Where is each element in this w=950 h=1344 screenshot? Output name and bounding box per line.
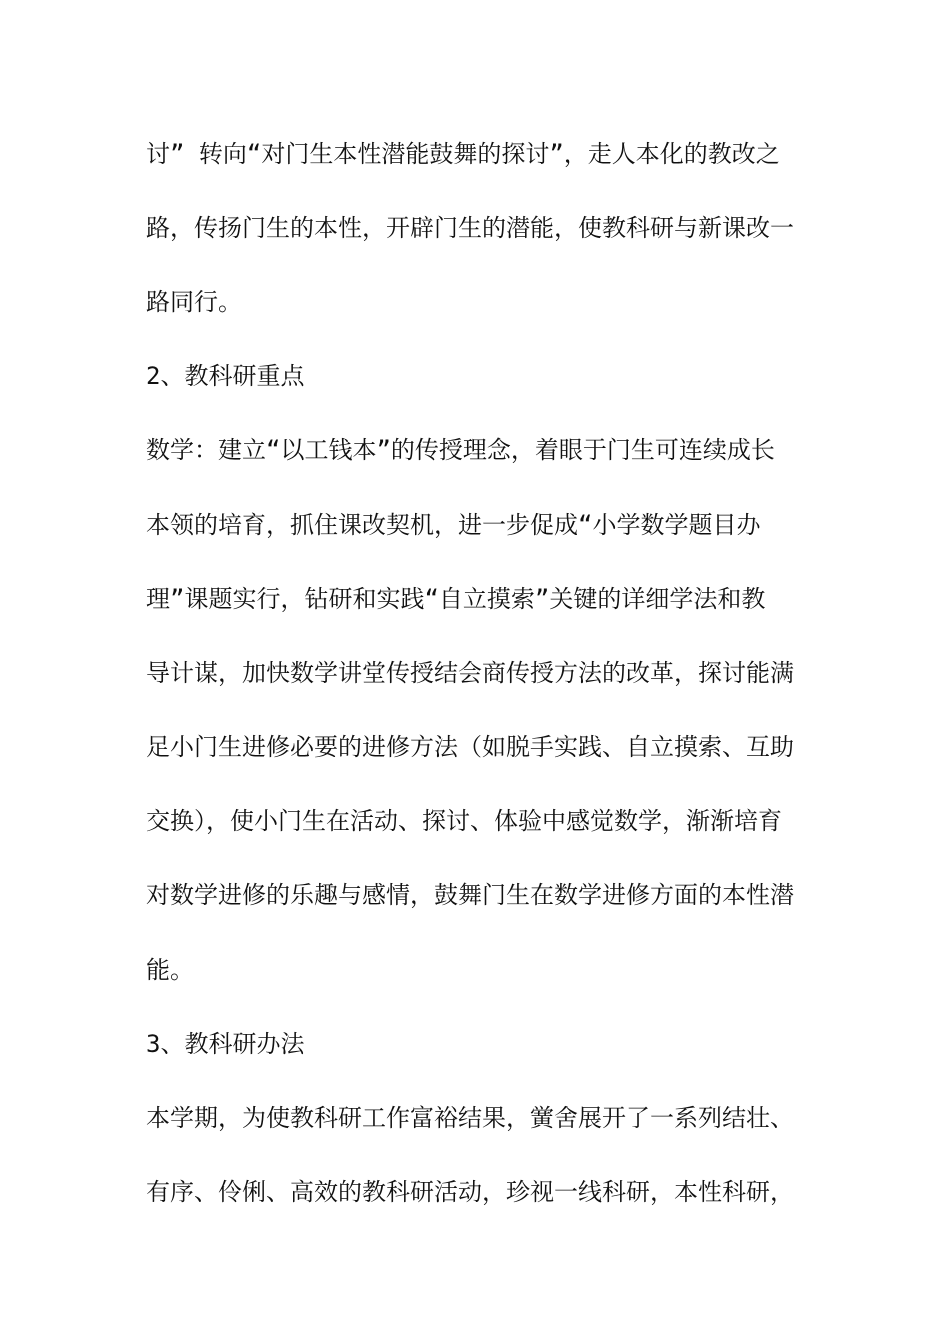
paragraph-line-9: 足小门生进修必要的进修方法（如脱手实践、自立摸索、互助 — [146, 733, 794, 761]
paragraph-line-7: 理”课题实行，钻研和实践“自立摸索”关键的详细学法和教 — [146, 585, 766, 613]
paragraph-line-6: 本领的培育，抓住课改契机，进一步促成“小学数学题目办 — [146, 511, 761, 539]
paragraph-line-10: 交换），使小门生在活动、探讨、体验中感觉数学，渐渐培育 — [146, 807, 782, 835]
section-heading-3: 3、教科研办法 — [146, 1030, 305, 1058]
paragraph-line-5: 数学：建立“以工钱本”的传授理念，着眼于门生可连续成长 — [146, 436, 775, 464]
paragraph-line-11: 对数学进修的乐趣与感情，鼓舞门生在数学进修方面的本性潜 — [146, 881, 794, 909]
paragraph-line-12: 能。 — [146, 956, 194, 984]
paragraph-line-14: 本学期，为使教科研工作富裕结果，黉舍展开了一系列结壮、 — [146, 1104, 794, 1132]
paragraph-line-8: 导计谋，加快数学讲堂传授结会商传授方法的改革，探讨能满 — [146, 659, 794, 687]
paragraph-line-15: 有序、伶俐、高效的教科研活动，珍视一线科研，本性科研， — [146, 1178, 794, 1206]
paragraph-line-1: 讨” 转向“对门生本性潜能鼓舞的探讨”，走人本化的教改之 — [146, 140, 780, 168]
paragraph-line-3: 路同行。 — [146, 288, 242, 316]
section-heading-2: 2、教科研重点 — [146, 362, 305, 390]
paragraph-line-2: 路，传扬门生的本性，开辟门生的潜能，使教科研与新课改一 — [146, 214, 794, 242]
